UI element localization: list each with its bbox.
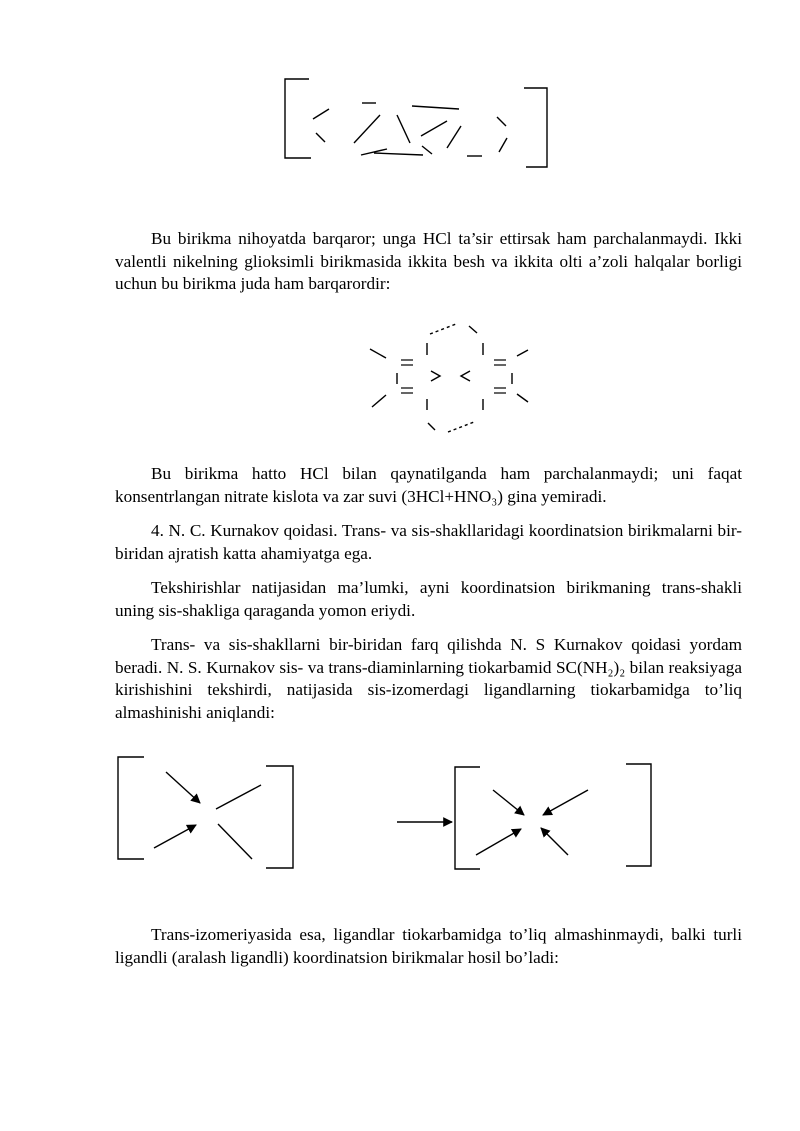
left-bracket	[455, 767, 480, 869]
arrow-ligand	[476, 829, 521, 855]
arrow-ligand	[166, 772, 200, 803]
arrow-ligand	[493, 790, 524, 815]
paragraph-6: Trans-izomeriyasida esa, ligandlar tiokarbamidga to’liq almashinmaydi, balki turli ligandli (aralash ligandli) koordinatsion birikmalar hosil bo’ladi:	[115, 925, 742, 967]
paragraph-2: Bu birikma hatto HCl bilan qaynatilganda ham parchalanmaydi; uni faqat konsentrlangan nitrate kislota va zar suvi (3HCl+HNO₃) gina yemiradi.	[115, 464, 742, 506]
paragraph-3-heading: 4. N. C. Kurnakov qoidasi. Trans- va sis-shakllaridagi koordinatsion birikmalarni bir-biridan ajratish katta ahamiyatga ega.	[115, 521, 742, 563]
arrow-ligand	[543, 790, 588, 815]
right-bracket	[626, 764, 651, 866]
bond-line	[216, 785, 261, 809]
arrow-ligand	[541, 828, 568, 855]
paragraph-1: Bu birikma nihoyatda barqaror; unga HCl ta’sir ettirsak ham parchalanmaydi. Ikki valentli nikelning glioksimli birikmasida ikkita besh va ikkita olti a’zoli halqalar borligi uchun bu birikma juda ham barqarordir:	[115, 229, 742, 294]
arrow-ligand	[154, 825, 196, 848]
paragraph-4: Tekshirishlar natijasidan ma’lumki, ayni koordinatsion birikmaning trans-shakli uning sis-shakliga qaraganda yomon eriydi.	[115, 578, 742, 620]
bond-line	[218, 824, 252, 859]
paragraph-5: Trans- va sis-shakllarni bir-biridan farq qilishda N. S Kurnakov qoidasi yordam beradi. N. S. Kurnakov sis- va trans-diaminlarning tiokarbamid SC(NH₂)₂ bilan reaksiyaga kirishishini tekshirdi, natijasida sis-izomerdagi ligandlarning tiokarbamidga to’liq almashinishi aniqlandi:	[115, 635, 742, 722]
right-bracket	[266, 766, 293, 868]
left-bracket	[118, 757, 144, 859]
